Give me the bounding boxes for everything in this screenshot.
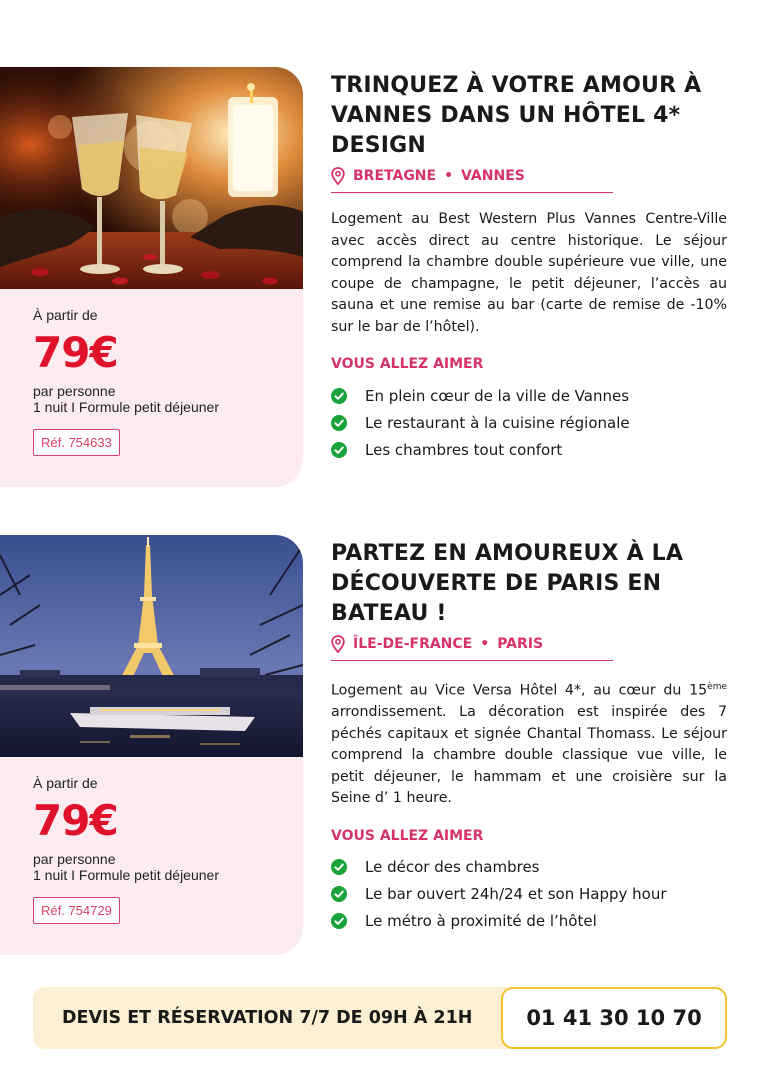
offer-details: [331, 535, 727, 935]
eiffel-tower-night-photo: [0, 535, 303, 757]
feature-item: [331, 908, 727, 935]
price-from-label: À partir de: [33, 307, 98, 323]
feature-text: Le restaurant à la cuisine régionale: [365, 413, 630, 432]
map-pin-icon: [331, 167, 345, 185]
features-list: [331, 854, 727, 935]
feature-item: [331, 409, 727, 436]
you-will-love-heading: VOUS ALLEZ AIMER: [331, 827, 484, 844]
location-city: PARIS: [497, 636, 544, 652]
price-block: [33, 307, 219, 456]
location-separator: •: [480, 636, 490, 652]
offer-title: TRINQUEZ À VOTRE AMOUR À VANNES DANS UN HÔTEL 4* DESIGN: [331, 73, 702, 158]
offer-card-paris: [0, 535, 760, 957]
price-value: 79€: [33, 796, 118, 845]
feature-text: Le décor des chambres: [365, 858, 540, 877]
price-per-person: par personne: [33, 851, 116, 867]
check-circle-icon: [331, 415, 347, 431]
offer-title: PARTEZ EN AMOUREUX À LA DÉCOUVERTE DE PARIS EN BATEAU !: [331, 541, 684, 626]
price-from-label: À partir de: [33, 775, 98, 791]
location-region: BRETAGNE: [353, 168, 437, 184]
map-pin-icon: [331, 635, 345, 653]
offer-description: [331, 677, 727, 810]
description-superscript: ème: [707, 682, 727, 692]
location-city: VANNES: [461, 168, 525, 184]
price-per-person: par personne: [33, 383, 116, 399]
check-circle-icon: [331, 388, 347, 404]
offer-price-panel: [0, 67, 303, 487]
champagne-toast-photo: [0, 67, 303, 289]
title-divider: [331, 660, 613, 661]
reference-badge: Réf. 754729: [33, 897, 120, 924]
description-part: arrondissement. La décoration est inspirée des 7 péchés capitaux et signée Chantal Thomass. Le séjour comprend la chambre double classique vue ville, le petit déjeuner, le hammam et une croisière sur la Seine d’ 1 heure.: [331, 704, 727, 807]
offer-location: [331, 163, 727, 189]
title-divider: [331, 192, 613, 193]
location-separator: •: [444, 168, 454, 184]
features-list: [331, 382, 727, 463]
check-circle-icon: [331, 859, 347, 875]
check-circle-icon: [331, 442, 347, 458]
offer-card-vannes: [0, 67, 760, 489]
feature-text: En plein cœur de la ville de Vannes: [365, 386, 630, 405]
offer-details: [331, 67, 727, 463]
reference-badge: Réf. 754633: [33, 429, 120, 456]
location-region: ÎLE-DE-FRANCE: [353, 636, 473, 652]
description-part: Logement au Vice Versa Hôtel 4*, au cœur du 15: [331, 682, 708, 699]
phone-number[interactable]: 01 41 30 10 70: [501, 987, 727, 1049]
booking-footer: [33, 987, 727, 1049]
booking-hours-label: DEVIS ET RÉSERVATION 7/7 DE 09H À 21H: [62, 1008, 473, 1028]
feature-item: [331, 854, 727, 881]
price-block: [33, 775, 219, 924]
feature-item: [331, 881, 727, 908]
offer-location: [331, 631, 727, 657]
you-will-love-heading: VOUS ALLEZ AIMER: [331, 356, 484, 372]
feature-item: [331, 436, 727, 463]
price-formula: 1 nuit I Formule petit déjeuner: [33, 867, 219, 883]
check-circle-icon: [331, 886, 347, 902]
feature-text: Les chambres tout confort: [365, 440, 563, 459]
feature-item: [331, 382, 727, 409]
feature-text: Le métro à proximité de l’hôtel: [365, 912, 597, 931]
price-value: 79€: [33, 328, 118, 377]
check-circle-icon: [331, 913, 347, 929]
price-formula: 1 nuit I Formule petit déjeuner: [33, 399, 219, 415]
offer-description: Logement au Best Western Plus Vannes Centre-Ville avec accès direct au centre historique. Le séjour comprend la chambre double supérieure vue ville, une coupe de champagne, le petit déjeuner, l’accès au sauna et une remise au bar (carte de remise de -10% sur le bar de l’hôtel).: [331, 211, 727, 335]
feature-text: Le bar ouvert 24h/24 et son Happy hour: [365, 885, 667, 904]
offer-price-panel: [0, 535, 303, 955]
